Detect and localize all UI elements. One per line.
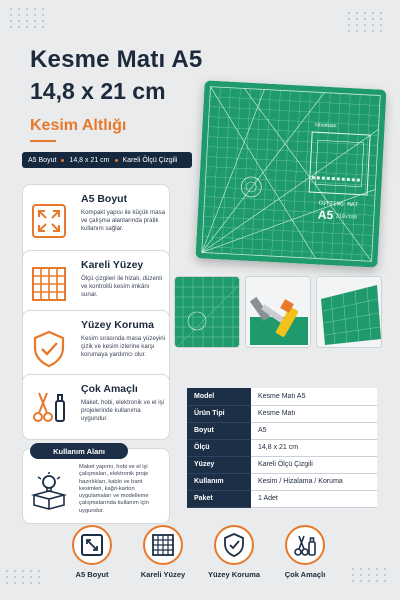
spec-row bbox=[187, 439, 377, 456]
feature-description: Ölçü çizgileri ile hizalı, düzenli ve kontrollü kesim imkânı sunar. bbox=[81, 275, 162, 298]
resize-arrows-icon bbox=[80, 533, 104, 557]
mat-size-text: A5 bbox=[317, 207, 334, 223]
spec-row bbox=[187, 388, 377, 405]
info-bar-item: Kareli Ölçü Çizgili bbox=[122, 156, 178, 164]
spec-key: Model bbox=[187, 388, 251, 405]
shield-check-icon bbox=[223, 533, 245, 557]
bullet-dot bbox=[61, 159, 64, 162]
grid-icon bbox=[29, 264, 69, 304]
spec-key: Kullanım bbox=[187, 473, 251, 490]
resize-arrows-icon bbox=[29, 201, 69, 241]
subtitle-underline bbox=[30, 140, 56, 142]
feature-title: Kareli Yüzey bbox=[81, 259, 144, 271]
spec-row bbox=[187, 422, 377, 439]
info-bar-item: 14,8 x 21 cm bbox=[69, 156, 110, 164]
spec-value: Kareli Ölçü Çizgili bbox=[251, 456, 377, 473]
bottom-badge-multipurpose bbox=[270, 525, 340, 579]
badge-label: Çok Amaçlı bbox=[284, 570, 326, 579]
spec-value: 1 Adet bbox=[251, 490, 377, 507]
page-title-dimensions: 14,8 x 21 cm bbox=[30, 78, 166, 104]
mat-tools-illustration bbox=[246, 277, 311, 348]
mat-brand-text: robotistan bbox=[314, 122, 337, 130]
badge-circle bbox=[214, 525, 254, 565]
shield-check-icon bbox=[29, 329, 69, 369]
info-bar-item: A5 Boyut bbox=[28, 156, 57, 164]
grid-icon bbox=[152, 534, 174, 556]
spec-row bbox=[187, 490, 377, 507]
decor-dots-top-left bbox=[10, 8, 46, 28]
spec-key: Paket bbox=[187, 490, 251, 507]
spec-key: Ürün Tipi bbox=[187, 405, 251, 422]
product-image-cutting-mat bbox=[195, 80, 386, 267]
spec-row bbox=[187, 456, 377, 473]
mat-closeup-illustration bbox=[175, 277, 240, 348]
spec-value: 14,8 x 21 cm bbox=[251, 439, 377, 456]
lightbulb-box-icon bbox=[29, 471, 69, 511]
feature-title: Çok Amaçlı bbox=[81, 383, 138, 395]
feature-card-multipurpose bbox=[22, 374, 170, 440]
spec-key: Yüzey bbox=[187, 456, 251, 473]
decor-dots-bottom-right bbox=[352, 568, 388, 582]
cutting-mat-illustration bbox=[195, 80, 386, 267]
feature-description: Maket, hobi, elektronik ve el işi projelerinde kullanıma uygundur. bbox=[81, 399, 164, 422]
thumbnail-mat-closeup bbox=[174, 276, 240, 348]
usage-description: Maket yapımı, hobi ve el işi çalışmaları, elektronik proje hazırlıkları, kablo ve bant kesimleri, kağıt-karton uygulamaları ve modelleme çalışmalarında kullanım için uygundur. bbox=[79, 464, 149, 514]
spec-table bbox=[187, 388, 377, 508]
decor-dots-bottom-left bbox=[6, 570, 42, 584]
bottom-badge-protection bbox=[199, 525, 269, 579]
spec-value: Kesme Matı bbox=[251, 405, 377, 422]
badge-circle bbox=[72, 525, 112, 565]
mat-dims-text: 210x150 bbox=[335, 213, 357, 221]
spec-row bbox=[187, 473, 377, 490]
spec-value: Kesim / Hizalama / Koruma bbox=[251, 473, 377, 490]
bottom-badge-grid bbox=[128, 525, 198, 579]
thumbnail-mat-with-tools bbox=[245, 276, 311, 348]
page-subtitle: Kesim Altlığı bbox=[30, 117, 127, 134]
tools-icon bbox=[29, 387, 69, 427]
thumbnail-mat-angled bbox=[316, 276, 382, 348]
info-bar bbox=[22, 152, 192, 168]
feature-card-size bbox=[22, 184, 170, 260]
badge-label: Yüzey Koruma bbox=[207, 570, 261, 579]
spec-key: Boyut bbox=[187, 422, 251, 439]
tools-icon bbox=[293, 533, 317, 557]
feature-description: Kompakt yapısı ile küçük masa ve çalışma alanlarında pratik kullanım sağlar. bbox=[81, 209, 165, 232]
badge-circle bbox=[143, 525, 183, 565]
mat-angled-illustration bbox=[317, 277, 382, 348]
spec-row bbox=[187, 405, 377, 422]
mat-label-text: CUTTING MAT bbox=[318, 199, 359, 209]
decor-dots-top-right bbox=[348, 12, 384, 32]
feature-title: A5 Boyut bbox=[81, 193, 128, 205]
usage-title: Kullanım Alanı bbox=[30, 443, 128, 459]
badge-label: A5 Boyut bbox=[75, 570, 109, 579]
spec-value: A5 bbox=[251, 422, 377, 439]
spec-value: Kesme Matı A5 bbox=[251, 388, 377, 405]
usage-card bbox=[22, 448, 170, 524]
spec-key: Ölçü bbox=[187, 439, 251, 456]
bullet-dot bbox=[115, 159, 118, 162]
badge-circle bbox=[285, 525, 325, 565]
feature-title: Yüzey Koruma bbox=[81, 319, 154, 331]
badge-label: Kareli Yüzey bbox=[140, 570, 186, 579]
bottom-badge-size bbox=[57, 525, 127, 579]
feature-description: Kesim sırasında masa yüzeyini çizik ve kesim izlerine karşı korumaya yardımcı olur. bbox=[81, 335, 165, 358]
page-title: Kesme Matı A5 bbox=[30, 46, 203, 73]
